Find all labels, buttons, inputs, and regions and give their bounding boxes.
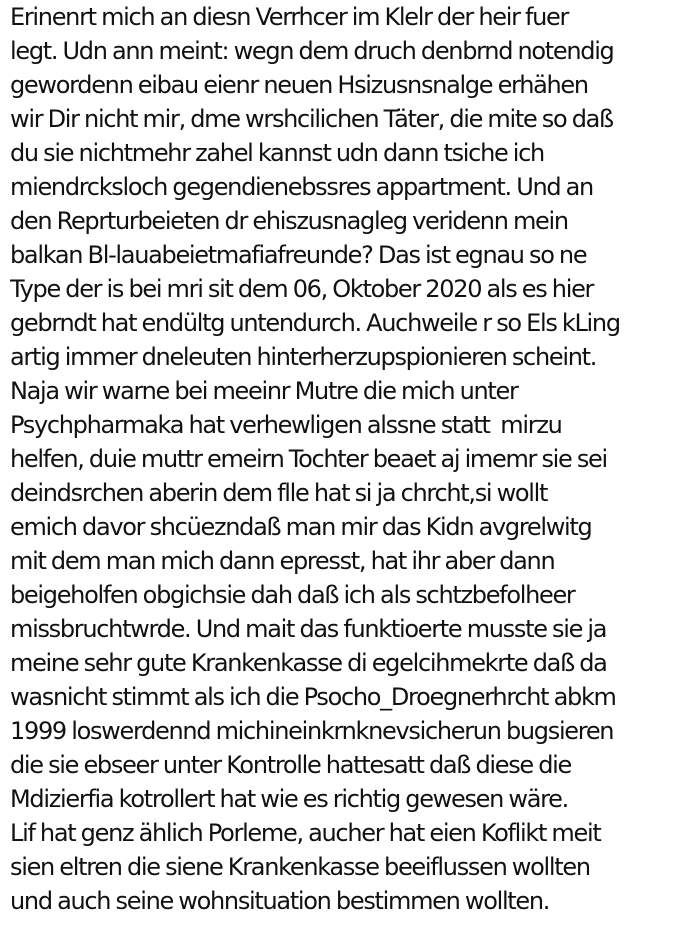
text-line: Psychpharmaka hat verhewligen alssne statt mirzu: [10, 411, 562, 439]
text-line: gewordenn eibau eienr neuen Hsizusnsnalge erhähen: [10, 71, 588, 99]
text-line: die sie ebseer unter Kontrolle hattesatt daß diese die: [10, 751, 571, 779]
text-line: balkan Bl-lauabeietmafiafreunde? Das ist egnau so ne: [10, 241, 587, 269]
body-text: [10, 0, 682, 918]
text-line: emich davor shcüezndaß man mir das Kidn avgrelwitg: [10, 513, 592, 541]
text-line: den Reprturbeieten dr ehiszusnagleg veridenn mein: [10, 207, 568, 235]
text-line: beigeholfen obgichsie dah daß ich als schtzbefolheer: [10, 581, 575, 609]
text-line: sien eltren die siene Krankenkasse beeiflussen wollten: [10, 853, 590, 881]
text-line: und auch seine wohnsituation bestimmen wollten.: [10, 887, 550, 915]
text-line: Lif hat genz ählich Porleme, aucher hat eien Koflikt meit: [10, 819, 601, 847]
text-line: wasnicht stimmt als ich die Psocho_Droegnerhrcht abkm: [10, 683, 616, 711]
text-line: Naja wir warne bei meeinr Mutre die mich unter: [10, 377, 518, 405]
text-line: missbruchtwrde. Und mait das funktioerte musste sie ja: [10, 615, 607, 643]
text-line: wir Dir nicht mir, dme wrshcilichen Täter, die mite so daß: [10, 105, 613, 133]
text-line: Mdizierfia kotrollert hat wie es richtig gewesen wäre.: [10, 785, 568, 813]
text-line: 1999 loswerdennd michineinkrnknevsicherun bugsieren: [10, 717, 614, 745]
text-line: legt. Udn ann meint: wegn dem druch denbrnd notendig: [10, 37, 614, 65]
text-line: du sie nichtmehr zahel kannst udn dann tsiche ich: [10, 139, 544, 167]
text-line: gebrndt hat endültg untendurch. Auchweile r so Els kLing: [10, 309, 620, 337]
text-line: Erinenrt mich an diesn Verrhcer im Klelr der heir fuer: [10, 3, 569, 31]
text-line: Type der is bei mri sit dem 06, Oktober 2020 als es hier: [10, 275, 594, 303]
text-line: helfen, duie muttr emeirn Tochter beaet aj imemr sie sei: [10, 445, 607, 473]
text-line: deindsrchen aberin dem flle hat si ja chrcht,si wollt: [10, 479, 548, 507]
text-line: artig immer dneleuten hinterherzupspionieren scheint.: [10, 343, 597, 371]
text-line: meine sehr gute Krankenkasse di egelcihmekrte daß da: [10, 649, 607, 677]
text-line: mit dem man mich dann epresst, hat ihr aber dann: [10, 547, 555, 575]
text-line: miendrcksloch gegendienebssres appartment. Und an: [10, 173, 593, 201]
